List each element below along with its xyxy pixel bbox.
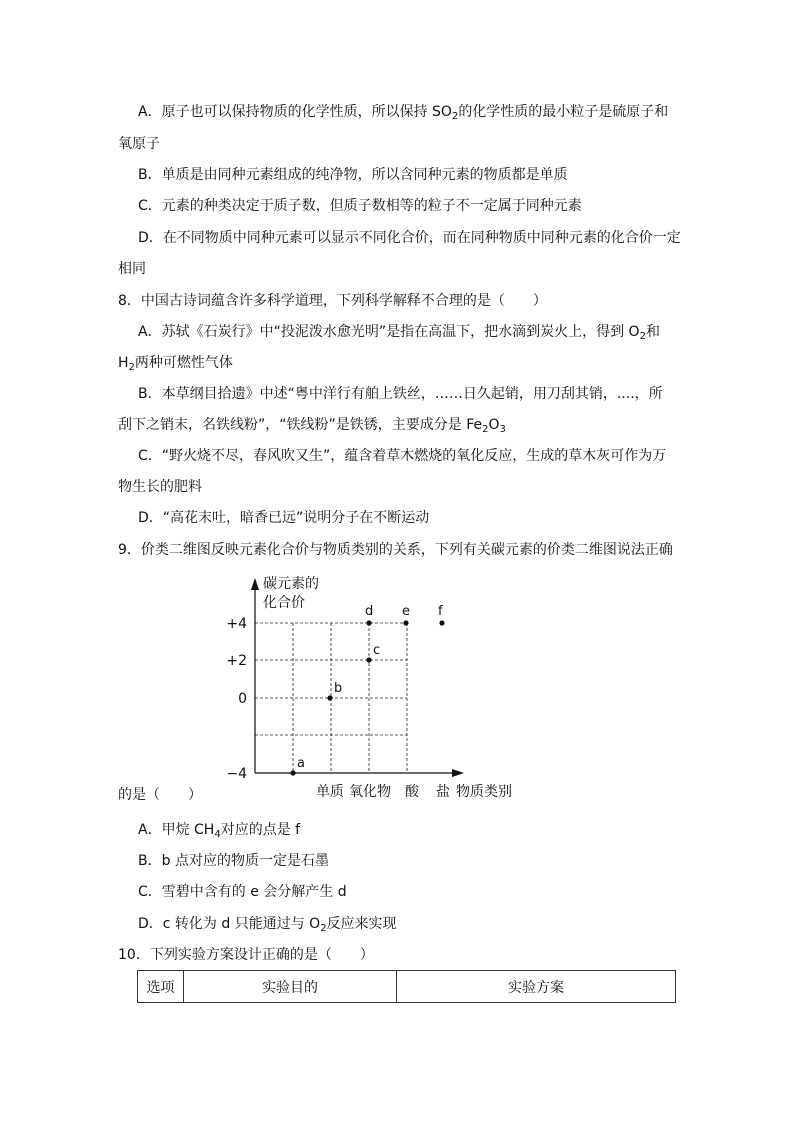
q9-option-d: D．c 转化为 d 只能通过与 $O_2$反应来实现 xyxy=(138,916,397,934)
x-category-label: 酸 xyxy=(405,784,419,800)
q8-option-c-line1: C．“野火烧不尽，春风吹又生”，蕴含着草木燃烧的氧化反应，生成的草木灰可作为万 xyxy=(138,448,667,464)
point-c xyxy=(366,657,371,662)
x-category-label: 盐 xyxy=(436,784,450,800)
x-axis-arrow xyxy=(452,769,464,777)
q8-option-a-line1: A．苏轼《石炭行》中“投泥泼水愈光明”是指在高温下，把水滴到炭火上，得到 $O_2$和 xyxy=(138,324,660,342)
header-plan: 实验方案 xyxy=(397,971,676,1003)
q8-option-a-line2: $H_2$两种可燃性气体 xyxy=(118,355,233,373)
point-b xyxy=(327,695,332,700)
point-a xyxy=(290,770,295,775)
header-purpose: 实验目的 xyxy=(184,971,397,1003)
point-label-a: a xyxy=(297,756,305,771)
table-header-row xyxy=(138,971,676,1003)
x-category-label: 氧化物 xyxy=(349,784,391,800)
q7-option-d-line1: D．在不同物质中同种元素可以显示不同化合价，而在同种物质中同种元素的化合价一定 xyxy=(138,230,681,246)
y-axis-title-line2: 化合价 xyxy=(263,595,305,611)
point-label-d: d xyxy=(365,604,374,619)
q9-option-a: A．甲烷 $CH_4$对应的点是 f xyxy=(138,822,301,840)
y-tick-label: +2 xyxy=(226,653,247,669)
y-tick-label: 0 xyxy=(238,691,247,707)
x-category-labels xyxy=(316,783,450,800)
point-label-c: c xyxy=(373,643,381,658)
point-label-b: b xyxy=(334,681,343,696)
point-d xyxy=(366,620,371,625)
y-axis-arrow xyxy=(251,578,259,590)
q8-option-d: D．“高花末吐，暗香已远”说明分子在不断运动 xyxy=(138,510,430,526)
q8-option-b-line1: B．本草纲目拾遗》中述“粤中洋行有舶上铁丝，……日久起销，用刀刮其销，....，所 xyxy=(138,386,663,402)
y-tick-labels xyxy=(226,616,247,782)
q7-option-b: B．单质是由同种元素组成的纯净物，所以含同种元素的物质都是单质 xyxy=(138,167,568,183)
point-e xyxy=(403,620,408,625)
point-f xyxy=(439,620,444,625)
q10-table xyxy=(137,970,676,1003)
q7-option-c: C．元素的种类决定于质子数，但质子数相等的粒子不一定属于同种元素 xyxy=(138,198,582,214)
q9-stem-end: 的是（ ） xyxy=(118,787,202,803)
y-tick-label: +4 xyxy=(226,616,247,632)
point-label-e: e xyxy=(402,604,410,619)
header-option: 选项 xyxy=(138,971,184,1003)
q8-option-c-line2: 物生长的肥料 xyxy=(118,479,202,495)
q8-option-b-line2: 刮下之销末，名铁线粉”，“铁线粉”是铁锈，主要成分是 $Fe_2O_3$ xyxy=(118,417,506,435)
x-category-label: 单质 xyxy=(316,784,344,800)
q10-stem: 10．下列实验方案设计正确的是（ ） xyxy=(118,947,374,963)
q7-option-a-line2: 氧原子 xyxy=(118,136,160,152)
y-axis-title-line1: 碳元素的 xyxy=(263,576,319,592)
q9-option-b: B．b 点对应的物质一定是石墨 xyxy=(138,853,329,869)
y-tick-label: −4 xyxy=(226,766,247,782)
x-axis-title: 物质类别 xyxy=(456,784,512,800)
q9-stem: 9．价类二维图反映元素化合价与物质类别的关系，下列有关碳元素的价类二维图说法正确 xyxy=(118,542,673,558)
q9-option-c: C．雪碧中含有的 e 会分解产生 d xyxy=(138,884,347,900)
diagram-points xyxy=(290,604,444,776)
point-label-f: f xyxy=(438,604,443,619)
q7-option-a-line1: A．原子也可以保持物质的化学性质，所以保持 $SO_2$的化学性质的最小粒子是硫原子和 xyxy=(138,104,669,122)
valence-category-diagram xyxy=(220,572,520,802)
q7-option-d-line2: 相同 xyxy=(118,261,146,277)
q8-stem: 8．中国古诗词蕴含许多科学道理，下列科学解释不合理的是（ ） xyxy=(118,293,547,309)
